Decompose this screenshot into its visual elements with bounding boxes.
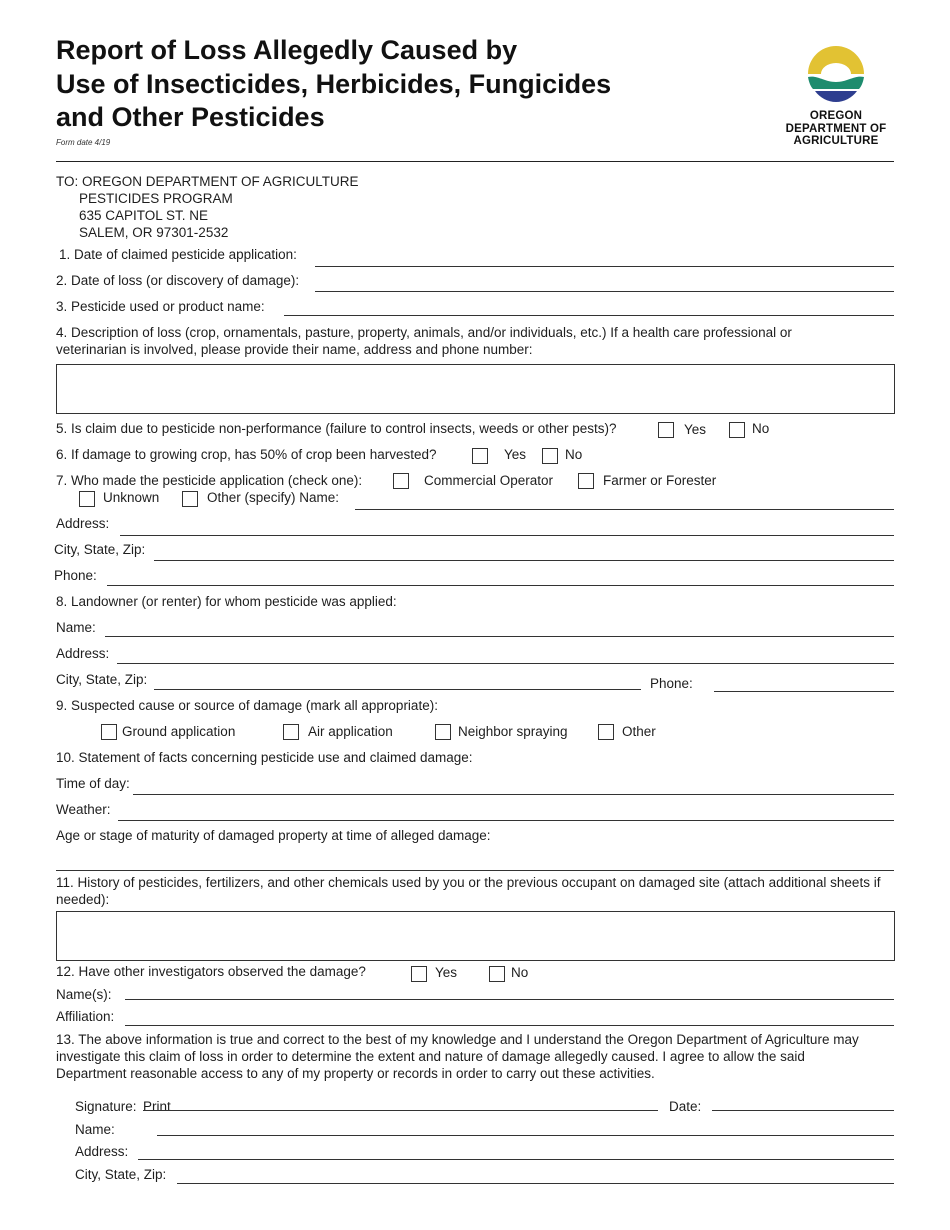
- q7-address-label: Address:: [56, 516, 110, 531]
- q9-label: 9. Suspected cause or source of damage (mark all appropriate):: [56, 698, 438, 713]
- q10-time-field[interactable]: [133, 794, 894, 795]
- q10-weather-label: Weather:: [56, 802, 111, 817]
- q7-commercial-label: Commercial Operator: [424, 473, 554, 488]
- q8-name-field[interactable]: [105, 636, 894, 637]
- signature-print-label: Print: [143, 1099, 171, 1114]
- logo-line-2: DEPARTMENT OF: [785, 122, 887, 135]
- q6-label: 6. If damage to growing crop, has 50% of crop been harvested?: [56, 447, 437, 462]
- q4-description-textarea[interactable]: [56, 364, 895, 414]
- q3-label: 3. Pesticide used or product name:: [56, 299, 265, 314]
- q7-other-name-field[interactable]: [355, 509, 894, 510]
- q12-yes-label: Yes: [435, 965, 458, 980]
- q7-city-label: City, State, Zip:: [54, 542, 146, 557]
- q7-city-field[interactable]: [154, 560, 894, 561]
- date-field[interactable]: [712, 1110, 894, 1111]
- title-line-3: and Other Pesticides: [56, 102, 325, 132]
- q7-commercial-checkbox[interactable]: [393, 473, 409, 489]
- address-line-4: SALEM, OR 97301-2532: [79, 225, 229, 240]
- q12-affiliation-field[interactable]: [125, 1025, 894, 1026]
- q10-age-field[interactable]: [56, 870, 894, 871]
- q6-yes-label: Yes: [504, 447, 527, 462]
- q5-no-label: No: [752, 421, 770, 436]
- signature-label: Signature:: [75, 1099, 137, 1114]
- q10-age-label: Age or stage of maturity of damaged property at time of alleged damage:: [56, 828, 491, 843]
- q4-label-line-2: veterinarian is involved, please provide their name, address and phone number:: [56, 342, 533, 357]
- q8-name-label: Name:: [56, 620, 96, 635]
- q1-date-field[interactable]: [315, 266, 894, 267]
- q9-air-label: Air application: [308, 724, 393, 739]
- q7-other-checkbox[interactable]: [182, 491, 198, 507]
- q7-unknown-label: Unknown: [103, 490, 160, 505]
- q9-neighbor-checkbox[interactable]: [435, 724, 451, 740]
- q7-phone-label: Phone:: [54, 568, 97, 583]
- q6-no-label: No: [565, 447, 583, 462]
- q8-phone-label: Phone:: [650, 676, 693, 691]
- sig-city-field[interactable]: [177, 1183, 894, 1184]
- q9-neighbor-label: Neighbor spraying: [458, 724, 568, 739]
- q2-date-field[interactable]: [315, 291, 894, 292]
- q7-address-field[interactable]: [120, 535, 894, 536]
- q7-label: 7. Who made the pesticide application (check one):: [56, 473, 363, 488]
- q10-label: 10. Statement of facts concerning pesticide use and claimed damage:: [56, 750, 473, 765]
- header-divider: [56, 161, 894, 162]
- q5-no-checkbox[interactable]: [729, 422, 745, 438]
- q9-other-label: Other: [622, 724, 656, 739]
- q11-label-line-2: needed):: [56, 892, 110, 907]
- q12-affiliation-label: Affiliation:: [56, 1009, 115, 1024]
- q12-no-checkbox[interactable]: [489, 966, 505, 982]
- q7-farmer-label: Farmer or Forester: [603, 473, 717, 488]
- q13-statement-line-2: investigate this claim of loss in order to determine the extent and nature of damage allegedly caused. I agree to allow the said: [56, 1049, 805, 1064]
- date-label: Date:: [669, 1099, 702, 1114]
- q5-yes-label: Yes: [684, 422, 707, 437]
- sig-name-field[interactable]: [157, 1135, 894, 1136]
- form-date: Form date 4/19: [56, 138, 111, 147]
- q12-no-label: No: [511, 965, 529, 980]
- q12-label: 12. Have other investigators observed the damage?: [56, 964, 366, 979]
- sig-name-label: Name:: [75, 1122, 115, 1137]
- q4-label-line-1: 4. Description of loss (crop, ornamentals, pasture, property, animals, and/or individuals, etc.) If a health care professional or: [56, 325, 792, 340]
- q7-unknown-checkbox[interactable]: [79, 491, 95, 507]
- q9-ground-checkbox[interactable]: [101, 724, 117, 740]
- logo-line-1: OREGON: [809, 110, 863, 122]
- q8-city-label: City, State, Zip:: [56, 672, 148, 687]
- q11-label-line-1: 11. History of pesticides, fertilizers, and other chemicals used by you or the previous occupant on damaged site (attach additional sheets if: [56, 875, 881, 890]
- q10-time-label: Time of day:: [56, 776, 130, 791]
- oda-logo-text: [776, 110, 896, 148]
- address-line-3: 635 CAPITOL ST. NE: [79, 208, 209, 223]
- title-line-2: Use of Insecticides, Herbicides, Fungicides: [56, 68, 612, 99]
- q8-address-label: Address:: [56, 646, 110, 661]
- q8-phone-field[interactable]: [714, 691, 894, 692]
- q6-no-checkbox[interactable]: [542, 448, 558, 464]
- q9-air-checkbox[interactable]: [283, 724, 299, 740]
- to-address-line: TO: OREGON DEPARTMENT OF AGRICULTURE: [56, 174, 359, 189]
- q5-label: 5. Is claim due to pesticide non-performance (failure to control insects, weeds or other pests)?: [56, 421, 617, 436]
- q8-address-field[interactable]: [117, 663, 894, 664]
- q6-yes-checkbox[interactable]: [472, 448, 488, 464]
- q5-yes-checkbox[interactable]: [658, 422, 674, 438]
- q9-other-checkbox[interactable]: [598, 724, 614, 740]
- q10-weather-field[interactable]: [118, 820, 894, 821]
- q12-yes-checkbox[interactable]: [411, 966, 427, 982]
- sig-city-label: City, State, Zip:: [75, 1167, 167, 1182]
- logo-line-3: AGRICULTURE: [793, 135, 879, 147]
- sig-address-label: Address:: [75, 1144, 129, 1159]
- q11-history-textarea[interactable]: [56, 911, 895, 961]
- q1-label: 1. Date of claimed pesticide application:: [59, 247, 297, 262]
- signature-field[interactable]: [143, 1110, 658, 1111]
- q12-names-label: Name(s):: [56, 987, 112, 1002]
- q8-city-field[interactable]: [154, 689, 641, 690]
- q13-statement-line-1: 13. The above information is true and correct to the best of my knowledge and I understand the Oregon Department of Agriculture may: [56, 1032, 859, 1047]
- form-title: [56, 34, 611, 135]
- q9-ground-label: Ground application: [122, 724, 236, 739]
- q7-farmer-checkbox[interactable]: [578, 473, 594, 489]
- q13-statement-line-3: Department reasonable access to any of my property or records in order to carry out these activities.: [56, 1066, 655, 1081]
- q8-label: 8. Landowner (or renter) for whom pesticide was applied:: [56, 594, 397, 609]
- oda-logo-icon: [806, 46, 866, 102]
- sig-address-field[interactable]: [138, 1159, 894, 1160]
- q7-phone-field[interactable]: [107, 585, 894, 586]
- q12-names-field[interactable]: [125, 999, 894, 1000]
- q7-other-label: Other (specify) Name:: [207, 490, 340, 505]
- q2-label: 2. Date of loss (or discovery of damage):: [56, 273, 300, 288]
- address-line-2: PESTICIDES PROGRAM: [79, 191, 233, 206]
- title-line-1: Report of Loss Allegedly Caused by: [56, 35, 518, 65]
- q3-product-field[interactable]: [284, 315, 894, 316]
